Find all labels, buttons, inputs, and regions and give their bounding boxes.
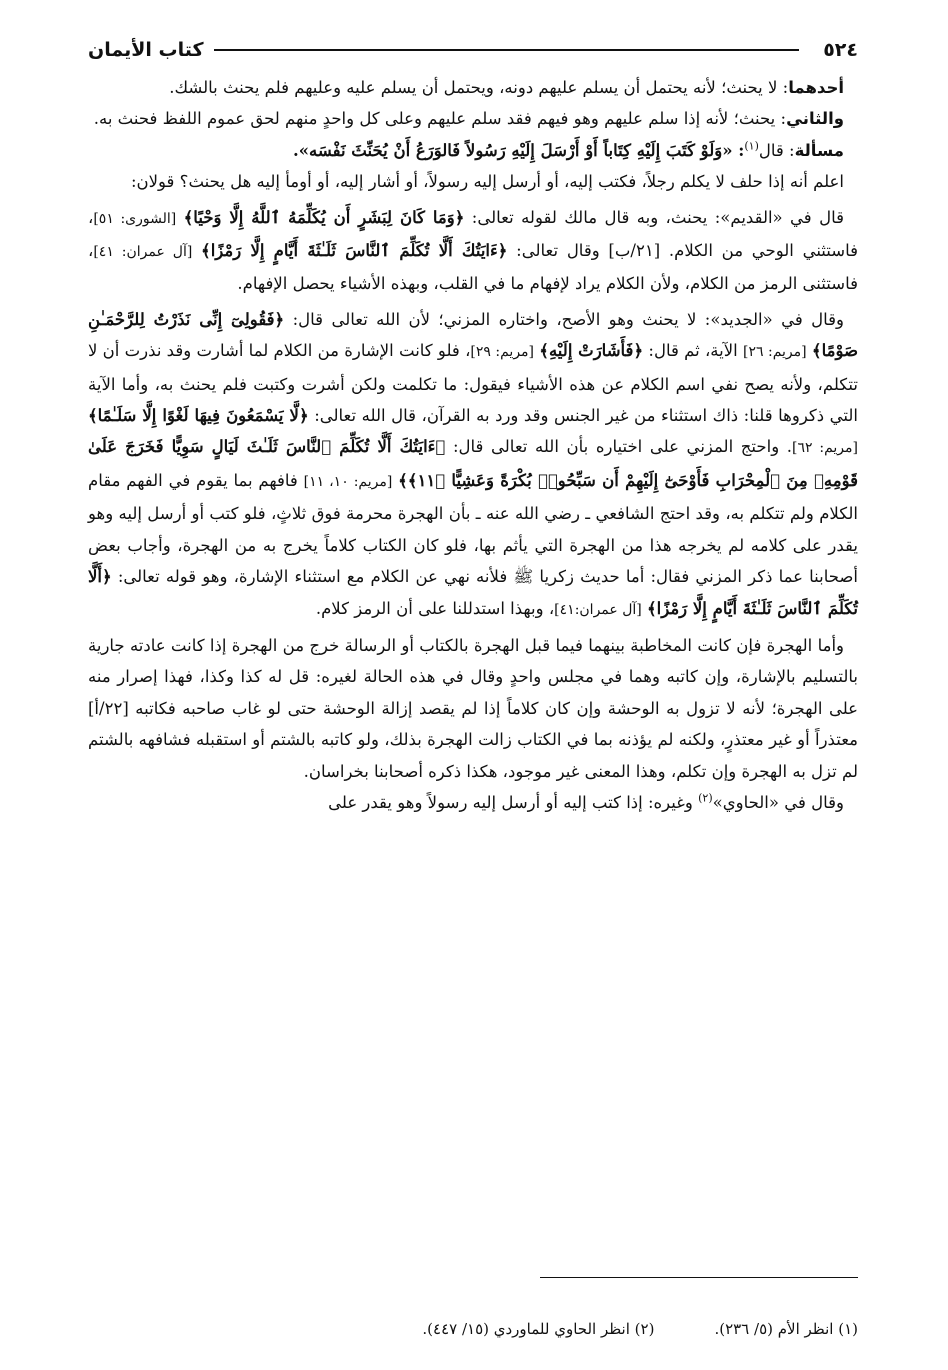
- paragraph-intro: [88, 166, 858, 197]
- verse-reference: [مريم: ٢٩]: [470, 344, 535, 361]
- issue-lead: : قال: [758, 140, 795, 160]
- verse-reference: [مريم: ١٠، ١١]: [303, 473, 393, 490]
- quran-verse: ﴿لَّا يَسْمَعُونَ فِيهَا لَغْوًا إِلَّا سَلَـٰمًا﴾: [88, 406, 309, 426]
- page-header: [88, 30, 858, 70]
- book-page: [88, 30, 858, 1370]
- quran-verse: ﴿ءَايَتُكَ أَلَّا تُكَلِّمَ ٱلنَّاسَ ثَلَـٰثَ لَيَالٍ سَوِيًّا فَخَرَجَ عَلَىٰ قَوْمِهِۦ مِنَ ٱلْمِحْرَابِ فَأَوْحَىٰٓ إِلَيْهِمْ أَن سَبِّحُوا۟ بُكْرَةً وَعَشِيًّا ﴿١١﴾﴾: [88, 437, 858, 490]
- term-issue: مسألة: [794, 140, 844, 160]
- paragraph-text: وغيره: إذا كتب إليه أو أرسل إليه رسولاً وهو يقدر على: [328, 792, 693, 812]
- paragraph-hijra: [88, 630, 858, 787]
- verse-reference: [مريم: ٦٢]: [792, 440, 858, 457]
- quran-verse: ﴿فَأَشَارَتْ إِلَيْهِ﴾: [539, 341, 644, 361]
- paragraph-text: ، فاستثني الوحي من الكلام. [٢١/ب] وقال تعالى:: [88, 207, 859, 261]
- paragraph-text: وقال في «الجديد»: لا يحنث وهو الأصح، واختاره المزني؛ لأن الله تعالى قال:: [292, 309, 844, 329]
- footnotes: [88, 1320, 858, 1338]
- paragraph-text: . واحتج المزني على اختياره بأن الله تعالى قال:: [452, 437, 793, 457]
- paragraph-text: ، فلو كانت الإشارة من الكلام لما أشارت وقد نذرت أن لا تتكلم، ولأنه يصح نفي اسم الكلام عن هذه الأشياء فيقول: ما تكلمت ولكن أشرت وكتبت فلم يحنث به، وأما الآية التي ذكروها قلنا: ذاك استثناء من غير الجنس وقد ورد به القرآن، قال الله تعالى:: [88, 341, 859, 426]
- paragraph-text: وأما الهجرة فإن كانت المخاطبة بينهما فيما قبل الهجرة بالكتاب أو الرسالة خرج من الهجرة إذا كانت عادته جارية بالتسليم بالإشارة، وإن كاتبه وهما في مجلس واحدٍ وقال في هذه الحالة لغيره: قل له كذا وكذا، فهذا إصرار منه على الهجرة؛ لأنه لا تزول به الوحشة وإن كان كلاماً إذا لم يقصد إزالة الوحشة حتى لو غاب صاحبه فكاتبه [٢٢/أ] معتذراً أو غير معتذرٍ، ولكنه لم يؤذنه بما في الكتاب زالت الهجرة بذلك، ولو كاتبه بالشتم أو استقبله فشافهه بالشتم لم تزل به الهجرة وإن تكلم، وهذا المعنى غير موجود، هكذا ذكره أصحابنا بخراسان.: [88, 635, 858, 781]
- paragraph-text: فافهم بما يقوم في الفهم مقام الكلام ولم تتكلم به، وقد احتج الشافعي ـ رضي الله عنه ـ بأن الهجرة محرمة فوق ثلاثٍ، فلو كتب أو أرسل إليه وهو يقدر على كلامه لم يخرجه هذا من الهجرة التي يأثم بها، فلو كان الكتاب كلاماً يخرج به من الهجرة، وأجاب بعض أصحابنا عما ذكر المزني فقال: أما حديث زكريا ﷺ فلأنه نهي عن الكلام مع استثناء الإشارة، وهو قوله تعالى:: [88, 470, 858, 587]
- quran-verse: ﴿وَمَا كَانَ لِبَشَرٍ أَن يُكَلِّمَهُ ٱللَّهُ إِلَّا وَحْيًا﴾: [183, 207, 465, 227]
- quoted-text: : «وَلَوْ كَتَبَ إِلَيْهِ كِتَاباً أَوْ أَرْسَلَ إِلَيْهِ رَسُولاً فَالوَرَعُ أَنْ يُحَنِّثَ نَفْسَه».: [292, 140, 745, 160]
- quran-verse: ﴿أَلَّا تُكَلِّمَ ٱلنَّاسَ ثَلَـٰثَةَ أَيَّامٍ إِلَّا رَمْزًا﴾: [88, 567, 858, 618]
- page-number: ٥٢٤: [823, 39, 858, 61]
- footnote-marker-1: (١): [744, 139, 759, 153]
- term-second: والثاني: [786, 109, 844, 129]
- paragraph-text: ، فاستثنى الرمز من الكلام، ولأن الكلام يراد لإفهام ما في القلب، وبهذه الأشياء يحصل الإفهام.: [88, 241, 858, 294]
- paragraph-hawi: [88, 787, 858, 818]
- paragraph-second-view: [88, 103, 858, 134]
- paragraph-first-view: [88, 72, 858, 103]
- verse-reference: [آل عمران:٤١]: [554, 601, 642, 618]
- header-rule: [214, 49, 800, 51]
- paragraph-old-opinion: [88, 202, 858, 300]
- term-first: أحدهما: [788, 78, 844, 97]
- quran-verse: ﴿فَقُولِىٓ إِنِّى نَذَرْتُ لِلرَّحْمَـٰنِ صَوْمًا﴾: [88, 309, 858, 361]
- quran-verse: ﴿ءَايَتُكَ أَلَّا تُكَلِّمَ ٱلنَّاسَ ثَلَـٰثَةَ أَيَّامٍ إِلَّا رَمْزًا﴾: [201, 241, 508, 261]
- paragraph-text: الآية، ثم قال:: [648, 341, 738, 361]
- footnote-2: (٢) انظر الحاوي للماوردي (١٥/ ٤٤٧).: [422, 1320, 655, 1338]
- main-text: [88, 72, 858, 818]
- paragraph-text: : لا يحنث؛ لأنه يحتمل أن يسلم عليهم دونه، ويحتمل أن يسلم عليه وعليهم فلم يحنث بالشك.: [169, 78, 789, 97]
- paragraph-text: اعلم أنه إذا حلف لا يكلم رجلاً، فكتب إليه، أو أرسل إليه رسولاً، أو أشار إليه، أو أومأ إليه هل يحنث؟ قولان:: [130, 172, 844, 192]
- paragraph-text: ، وبهذا استدللنا على أن الرمز كلام.: [315, 598, 555, 618]
- running-title: كتاب الأيمان: [88, 39, 204, 61]
- paragraph-text: وقال في «الحاوي»: [712, 792, 844, 812]
- verse-reference: [مريم: ٢٦]: [743, 344, 807, 361]
- paragraph-text: : يحنث؛ لأنه إذا سلم عليهم وهو فيهم فقد سلم عليهم وعلى كل واحدٍ منهم لحق عموم اللفظ فحنث به.: [93, 109, 787, 129]
- verse-reference: [الشورى: ٥١]: [93, 210, 177, 227]
- paragraph-issue: [88, 135, 858, 166]
- footnote-1: (١) انظر الأم (٥/ ٢٣٦).: [714, 1320, 858, 1338]
- footnote-separator: [540, 1277, 858, 1278]
- footnote-marker-2: (٢): [698, 791, 713, 805]
- verse-reference: [آل عمران: ٤١]: [93, 244, 193, 261]
- paragraph-new-opinion: [88, 304, 858, 626]
- paragraph-text: قال في «القديم»: يحنث، وبه قال مالك لقوله تعالى:: [471, 207, 844, 227]
